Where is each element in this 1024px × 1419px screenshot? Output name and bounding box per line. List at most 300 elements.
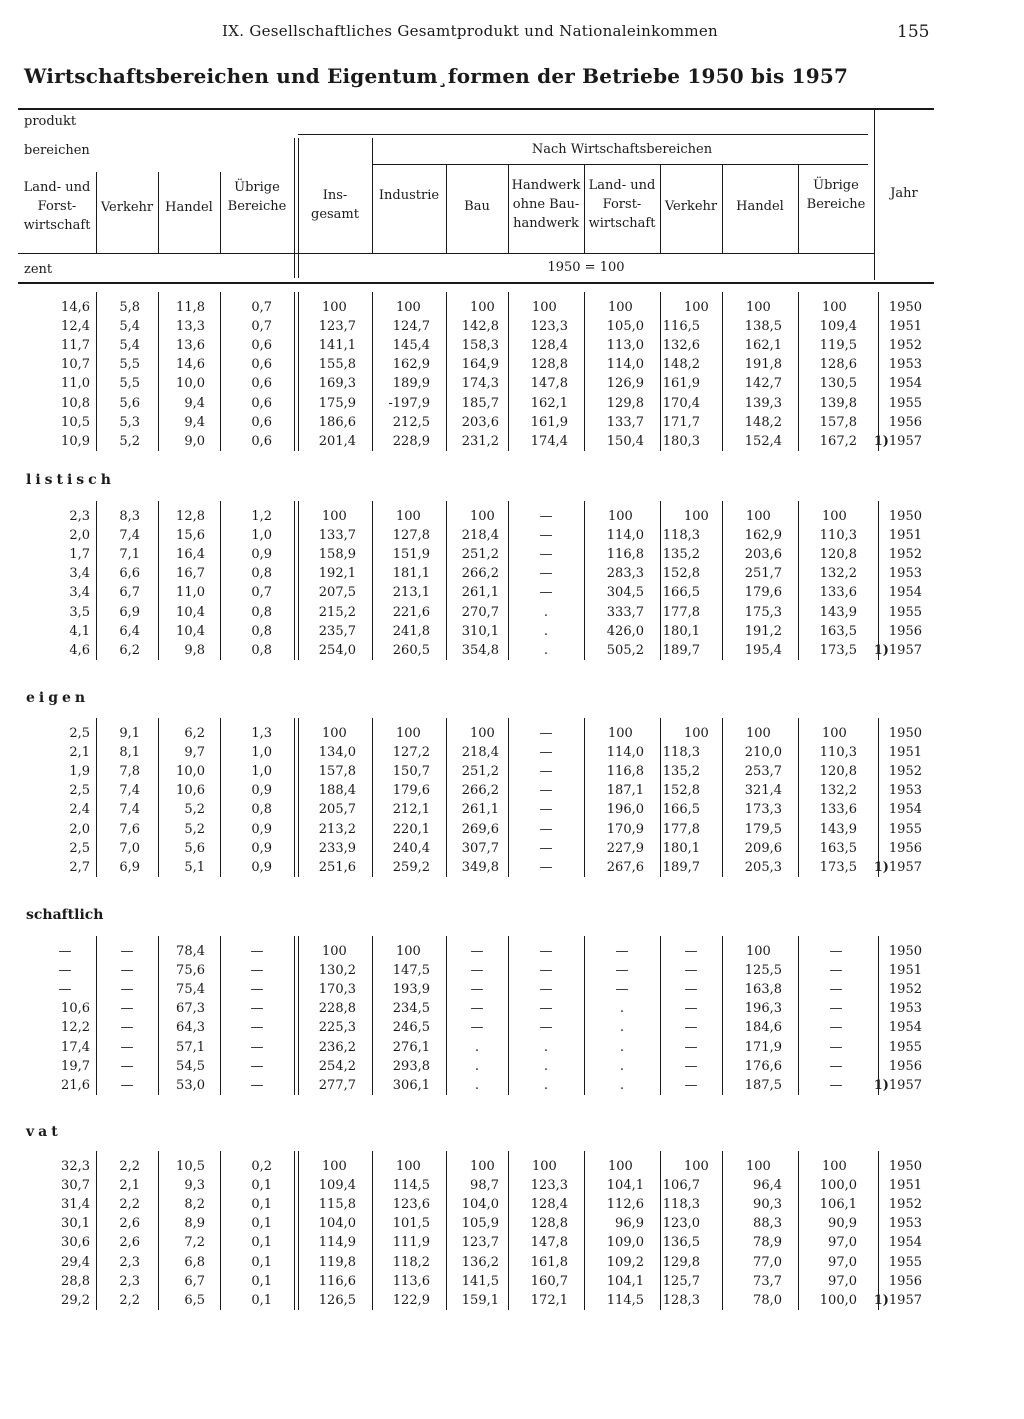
table-cell: 100: [746, 300, 771, 315]
table-cell: 152,8: [662, 566, 700, 582]
table-cell: 163,5: [819, 623, 857, 639]
table-cell: 12,4: [61, 319, 90, 335]
table-cell: 100: [684, 1159, 709, 1174]
year-value: 1957: [888, 859, 922, 875]
table-cell: 113,6: [392, 1273, 430, 1289]
table-cell: —: [539, 509, 553, 524]
table-cell: —: [684, 1058, 698, 1074]
table-cell: 0,6: [251, 376, 272, 392]
year-label: [862, 1235, 922, 1251]
table-cell: 142,8: [461, 319, 499, 335]
table-cell: 6,9: [119, 604, 140, 620]
table-cell: 180,1: [662, 840, 700, 856]
table-cell: 159,1: [461, 1292, 499, 1308]
table-cell: 171,7: [662, 414, 700, 430]
table-cell: 2,6: [119, 1235, 140, 1251]
table-cell: 97,0: [828, 1235, 857, 1251]
table-cell: 170,9: [606, 821, 644, 837]
table-cell: 207,5: [318, 585, 356, 601]
table-cell: 1,2: [251, 509, 272, 524]
table-cell: 261,1: [461, 585, 499, 601]
table-cell: 7,8: [119, 764, 140, 780]
table-cell: 186,6: [318, 414, 356, 430]
table-cell: —: [120, 982, 134, 998]
table-cell: 10,5: [176, 1159, 205, 1174]
year-label: [862, 726, 922, 742]
table-cell: —: [684, 1039, 698, 1055]
year-label: [862, 1040, 922, 1056]
table-cell: .: [543, 604, 549, 620]
table-cell: 261,1: [461, 802, 499, 818]
table-cell: 75,4: [176, 982, 205, 998]
table-cell: 175,9: [318, 395, 356, 411]
column-rule: [508, 501, 509, 660]
table-cell: 100: [822, 1159, 847, 1174]
table-cell: —: [470, 1001, 484, 1017]
table-cell: 6,4: [119, 623, 140, 639]
table-cell: 212,1: [392, 802, 430, 818]
table-cell: 0,9: [251, 859, 272, 875]
table-cell: 77,0: [753, 1254, 782, 1270]
table-cell: —: [58, 944, 72, 959]
table-cell: 191,2: [744, 623, 782, 639]
table-cell: .: [474, 1058, 480, 1074]
table-cell: 109,2: [606, 1254, 644, 1270]
table-cell: 15,6: [176, 528, 205, 544]
table-cell: 213,1: [392, 585, 430, 601]
table-cell: —: [120, 1039, 134, 1055]
table-cell: .: [474, 1039, 480, 1055]
table-cell: 0,8: [251, 642, 272, 658]
table-cell: 139,8: [819, 395, 857, 411]
column-header-left-1: Land- und Forst-wirtschaft: [23, 180, 91, 233]
table-cell: 196,0: [606, 802, 644, 818]
table-cell: —: [250, 1001, 264, 1017]
table-cell: 141,5: [461, 1273, 499, 1289]
table-cell: 105,9: [461, 1216, 499, 1232]
table-cell: 128,8: [530, 357, 568, 373]
table-cell: —: [250, 1020, 264, 1036]
table-cell: 133,7: [318, 528, 356, 544]
table-cell: 9,8: [184, 642, 205, 658]
block-divider-right: [298, 138, 299, 278]
table-cell: 184,6: [744, 1020, 782, 1036]
table-cell: 114,0: [606, 745, 644, 761]
table-cell: 110,3: [819, 528, 857, 544]
table-cell: —: [250, 1077, 264, 1093]
table-cell: —: [829, 963, 843, 979]
table-cell: 333,7: [606, 604, 644, 620]
table-cell: .: [619, 1077, 625, 1093]
table-cell: 266,2: [461, 566, 499, 582]
table-cell: 119,8: [318, 1254, 356, 1270]
table-cell: —: [539, 566, 553, 582]
table-cell: 189,7: [662, 642, 700, 658]
table-cell: 0,8: [251, 802, 272, 818]
year-label: [862, 357, 922, 373]
footnote-marker: 1): [873, 1077, 889, 1093]
table-cell: 104,1: [606, 1273, 644, 1289]
table-cell: —: [120, 1077, 134, 1093]
table-cell: 136,5: [662, 1235, 700, 1251]
year-label: [862, 802, 922, 818]
year-value: 1955: [888, 395, 922, 411]
year-label: [862, 1078, 922, 1094]
table-cell: 30,7: [61, 1178, 90, 1194]
table-cell: —: [120, 1058, 134, 1074]
table-cell: 1,0: [251, 745, 272, 761]
year-value: 1951: [888, 745, 922, 761]
table-cell: 3,5: [69, 604, 90, 620]
table-cell: —: [120, 963, 134, 979]
table-cell: 100: [684, 300, 709, 315]
table-cell: 9,0: [184, 433, 205, 449]
table-cell: 163,8: [744, 982, 782, 998]
table-cell: 57,1: [176, 1039, 205, 1055]
year-value: 1954: [888, 802, 922, 818]
table-cell: 172,1: [530, 1292, 568, 1308]
table-cell: 5,6: [184, 840, 205, 856]
table-cell: —: [539, 547, 553, 563]
year-value: 1950: [888, 1159, 922, 1174]
table-cell: 1,0: [251, 528, 272, 544]
table-cell: —: [539, 1020, 553, 1036]
table-cell: —: [684, 1020, 698, 1036]
table-cell: 100: [608, 300, 633, 315]
table-cell: 12,2: [61, 1020, 90, 1036]
year-value: 1955: [888, 604, 922, 620]
table-cell: 10,0: [176, 764, 205, 780]
footnote-marker: 1): [873, 1292, 889, 1308]
table-cell: —: [829, 982, 843, 998]
table-cell: 100,0: [819, 1292, 857, 1308]
table-cell: —: [615, 944, 629, 959]
year-value: 1952: [888, 764, 922, 780]
table-cell: 2,1: [119, 1178, 140, 1194]
year-value: 1957: [888, 642, 922, 658]
table-cell: —: [829, 944, 843, 959]
table-cell: —: [539, 528, 553, 544]
year-label: [862, 1293, 922, 1309]
table-cell: 2,0: [69, 528, 90, 544]
table-cell: 157,8: [318, 764, 356, 780]
table-cell: 307,7: [461, 840, 499, 856]
table-cell: —: [539, 963, 553, 979]
header-label-produkt: produkt: [24, 114, 77, 129]
table-cell: 147,8: [530, 376, 568, 392]
year-value: 1957: [888, 433, 922, 449]
year-value: 1956: [888, 414, 922, 430]
table-cell: 177,8: [662, 821, 700, 837]
table-cell: 162,9: [392, 357, 430, 373]
table-cell: 136,2: [461, 1254, 499, 1270]
table-cell: 158,9: [318, 547, 356, 563]
table-cell: 19,7: [61, 1058, 90, 1074]
table-cell: 150,7: [392, 764, 430, 780]
table-cell: 426,0: [606, 623, 644, 639]
year-label: [862, 1255, 922, 1271]
table-cell: 133,7: [606, 414, 644, 430]
table-cell: 96,4: [753, 1178, 782, 1194]
table-cell: 100: [822, 300, 847, 315]
table-cell: —: [539, 783, 553, 799]
year-label: [862, 415, 922, 431]
year-label: [862, 338, 922, 354]
table-cell: —: [250, 1058, 264, 1074]
table-cell: 139,3: [744, 395, 782, 411]
table-cell: 228,9: [392, 433, 430, 449]
table-cell: 28,8: [61, 1273, 90, 1289]
table-cell: 163,5: [819, 840, 857, 856]
year-value: 1954: [888, 1235, 922, 1251]
table-cell: 5,4: [119, 338, 140, 354]
table-cell: 218,4: [461, 745, 499, 761]
table-cell: —: [470, 944, 484, 959]
table-cell: 10,5: [61, 414, 90, 430]
table-cell: 128,3: [662, 1292, 700, 1308]
table-cell: 10,6: [61, 1001, 90, 1017]
year-value: 1953: [888, 566, 922, 582]
table-cell: 0,7: [251, 300, 272, 315]
table-cell: 236,2: [318, 1039, 356, 1055]
table-cell: 179,6: [744, 585, 782, 601]
table-cell: 164,9: [461, 357, 499, 373]
table-cell: 267,6: [606, 859, 644, 875]
column-rule: [798, 164, 799, 253]
column-header-right-1: Ins-gesamt: [311, 188, 359, 222]
table-cell: 0,1: [251, 1292, 272, 1308]
table-cell: 100: [746, 726, 771, 741]
table-cell: .: [619, 1020, 625, 1036]
table-cell: 2,2: [119, 1292, 140, 1308]
year-value: 1952: [888, 982, 922, 998]
table-cell: 10,0: [176, 376, 205, 392]
year-value: 1953: [888, 357, 922, 373]
table-cell: 177,8: [662, 604, 700, 620]
table-cell: 100: [608, 726, 633, 741]
table-cell: —: [684, 1001, 698, 1017]
table-cell: 120,8: [819, 764, 857, 780]
table-cell: 100: [532, 1159, 557, 1174]
table-cell: 126,5: [318, 1292, 356, 1308]
table-cell: 104,0: [318, 1216, 356, 1232]
table-cell: 6,7: [119, 585, 140, 601]
table-cell: 10,4: [176, 623, 205, 639]
table-cell: 2,2: [119, 1197, 140, 1213]
table-cell: 6,2: [119, 642, 140, 658]
table-cell: 88,3: [753, 1216, 782, 1232]
table-cell: 0,1: [251, 1273, 272, 1289]
table-cell: 2,0: [69, 821, 90, 837]
table-cell: 100: [532, 300, 557, 315]
table-cell: 0,6: [251, 433, 272, 449]
table-cell: 96,9: [615, 1216, 644, 1232]
table-cell: 254,2: [318, 1058, 356, 1074]
table-cell: 7,4: [119, 802, 140, 818]
table-cell: —: [250, 1039, 264, 1055]
table-cell: 505,2: [606, 642, 644, 658]
table-cell: 167,2: [819, 433, 857, 449]
table-cell: 100: [322, 1159, 347, 1174]
page-number: 155: [897, 22, 930, 42]
table-cell: 5,6: [119, 395, 140, 411]
section-label-3: eigen: [26, 690, 90, 706]
table-cell: —: [539, 802, 553, 818]
year-label: [862, 605, 922, 621]
column-rule: [660, 936, 661, 1095]
year-value: 1955: [888, 821, 922, 837]
table-cell: 157,8: [819, 414, 857, 430]
table-cell: 8,1: [119, 745, 140, 761]
block-divider-left: [294, 138, 295, 278]
table-cell: 251,6: [318, 859, 356, 875]
table-cell: 100: [396, 300, 421, 315]
table-cell: —: [539, 859, 553, 875]
table-cell: 123,7: [461, 1235, 499, 1251]
table-cell: 161,8: [530, 1254, 568, 1270]
table-cell: 187,5: [744, 1077, 782, 1093]
table-cell: 1,7: [69, 547, 90, 563]
table-cell: 189,9: [392, 376, 430, 392]
year-value: 1950: [888, 509, 922, 524]
table-cell: —: [250, 963, 264, 979]
table-cell: 116,5: [662, 319, 700, 335]
table-cell: 32,3: [61, 1159, 90, 1174]
column-rule: [660, 164, 661, 253]
year-label: [862, 944, 922, 960]
table-cell: 4,1: [69, 623, 90, 639]
table-cell: 123,7: [318, 319, 356, 335]
table-cell: 162,1: [744, 338, 782, 354]
table-cell: —: [539, 585, 553, 601]
table-cell: 220,1: [392, 821, 430, 837]
year-value: 1953: [888, 1001, 922, 1017]
table-cell: 2,4: [69, 802, 90, 818]
table-cell: 31,4: [61, 1197, 90, 1213]
table-cell: 3,4: [69, 566, 90, 582]
table-cell: 100: [684, 509, 709, 524]
footnote-marker: 1): [873, 859, 889, 875]
table-cell: —: [829, 1077, 843, 1093]
table-cell: 354,8: [461, 642, 499, 658]
table-cell: 30,1: [61, 1216, 90, 1232]
table-cell: 29,4: [61, 1254, 90, 1270]
year-value: 1954: [888, 585, 922, 601]
table-cell: 0,9: [251, 821, 272, 837]
header-top-rule: [18, 108, 934, 110]
table-cell: 127,8: [392, 528, 430, 544]
table-cell: 205,3: [744, 859, 782, 875]
table-cell: 132,2: [819, 566, 857, 582]
column-header-right-3: Bau: [464, 199, 490, 214]
year-value: 1955: [888, 1254, 922, 1270]
table-cell: .: [543, 623, 549, 639]
table-cell: 0,9: [251, 783, 272, 799]
table-cell: 14,6: [176, 357, 205, 373]
table-cell: 109,4: [318, 1178, 356, 1194]
table-cell: 120,8: [819, 547, 857, 563]
table-cell: 17,4: [61, 1039, 90, 1055]
table-cell: 2,7: [69, 859, 90, 875]
table-cell: 98,7: [470, 1178, 499, 1194]
table-cell: 100: [396, 944, 421, 959]
year-label: [862, 376, 922, 392]
table-cell: 173,5: [819, 642, 857, 658]
table-cell: 130,2: [318, 963, 356, 979]
table-cell: 0,7: [251, 585, 272, 601]
table-cell: —: [684, 1077, 698, 1093]
table-cell: —: [539, 982, 553, 998]
running-header: IX. Gesellschaftliches Gesamtprodukt und Nationaleinkommen: [222, 22, 719, 40]
group-header-rule: [298, 134, 868, 135]
table-cell: 100: [746, 944, 771, 959]
table-cell: 0,6: [251, 395, 272, 411]
table-cell: .: [619, 1058, 625, 1074]
year-label: [862, 1159, 922, 1175]
year-value: 1956: [888, 623, 922, 639]
year-label: [862, 764, 922, 780]
table-cell: 0,8: [251, 566, 272, 582]
year-label: [862, 396, 922, 412]
year-label: [862, 1197, 922, 1213]
table-cell: 0,8: [251, 604, 272, 620]
table-cell: 5,4: [119, 319, 140, 335]
table-cell: 260,5: [392, 642, 430, 658]
table-cell: 10,8: [61, 395, 90, 411]
table-cell: .: [543, 1077, 549, 1093]
table-cell: 128,8: [530, 1216, 568, 1232]
table-cell: 2,5: [69, 783, 90, 799]
table-cell: 175,3: [744, 604, 782, 620]
table-cell: —: [539, 944, 553, 959]
table-cell: 148,2: [662, 357, 700, 373]
table-cell: 13,6: [176, 338, 205, 354]
table-cell: 118,3: [662, 528, 700, 544]
column-rule: [508, 164, 509, 253]
column-rule: [446, 164, 447, 253]
table-cell: 0,6: [251, 414, 272, 430]
table-cell: 128,4: [530, 338, 568, 354]
year-label: [862, 643, 922, 659]
year-label: [862, 1020, 922, 1036]
table-cell: 115,8: [318, 1197, 356, 1213]
table-cell: 109,4: [819, 319, 857, 335]
table-cell: 304,5: [606, 585, 644, 601]
table-cell: 213,2: [318, 821, 356, 837]
column-rule: [446, 936, 447, 1095]
table-cell: 233,9: [318, 840, 356, 856]
table-cell: 53,0: [176, 1077, 205, 1093]
year-value: 1950: [888, 300, 922, 315]
table-cell: 10,7: [61, 357, 90, 373]
unit-label-index: 1950 = 100: [547, 260, 625, 275]
column-header-right-6: Verkehr: [664, 199, 718, 214]
table-cell: —: [58, 963, 72, 979]
table-cell: 0,9: [251, 547, 272, 563]
table-cell: 251,2: [461, 547, 499, 563]
table-cell: 209,6: [744, 840, 782, 856]
table-cell: 179,5: [744, 821, 782, 837]
table-cell: 176,6: [744, 1058, 782, 1074]
table-cell: 132,2: [819, 783, 857, 799]
table-cell: 147,5: [392, 963, 430, 979]
table-cell: 196,3: [744, 1001, 782, 1017]
table-cell: 0,6: [251, 338, 272, 354]
table-cell: 54,5: [176, 1058, 205, 1074]
table-cell: —: [120, 1020, 134, 1036]
year-label: [862, 841, 922, 857]
table-cell: 8,3: [119, 509, 140, 524]
